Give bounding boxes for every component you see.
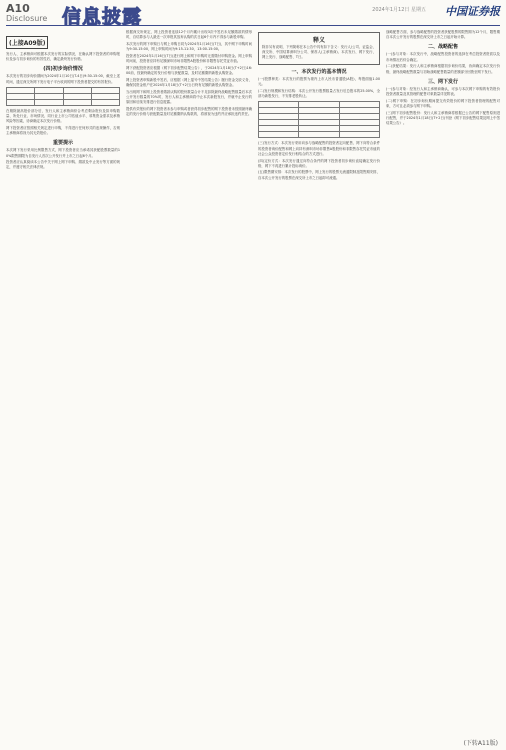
column-1: [6, 30, 120, 736]
section-heading: 一、本次发行的基本情况: [291, 69, 347, 76]
paragraph: (三)发行方式：本次发行采用向参与战略配售的投资者定向配售、网下向符合条件的投资者询价配售和网上向持有深圳市场非限售A股股份和非限售存托凭证市值的社会公众投资者定价发行相结合的方式进行。: [258, 141, 380, 156]
continued-from-tag: (上接A09版): [6, 36, 48, 49]
paragraph: (五)限售期安排：本次发行的股票中，网上发行的股票无流通限制及限售期安排，自本次公开发行的股票在深交所上市之日起即可流通。: [258, 170, 380, 180]
paragraph: 本次发行的网下申购日与网上申购日同为2024年1月16日(T日)，其中网下申购时间为9:30-15:00，网上申购时间为9:15-11:30，13:00-15:00。: [126, 41, 252, 52]
paragraph: (二)获配结果：发行人和主承销商根据初步询价结果，协商确定本次发行价格，最终战略配售数量与初始战略配售数量的差额部分回拨至网下发行。: [386, 64, 500, 74]
newspaper-name: 中国证券报: [445, 5, 500, 18]
definitions-title: 释义: [312, 37, 325, 44]
column-2: [126, 30, 252, 736]
quote-table: [6, 87, 120, 106]
paragraph: 当出现网下和网上投资者缴款认购的股份数量合计不足扣除最终战略配售数量后本次公开发行数量的70%时，发行人和主承销商将中止本次新股发行，并就中止发行的原因和后续安排进行信息披露。: [126, 89, 252, 104]
paragraph: 本次发行的初步询价期间为2024年1月10日(T-4日)9:30-15:00，截至上述时间，通过深交所网下发行电子平台收到的网下投资者提交的有效报价。: [6, 74, 120, 84]
page-header: [0, 0, 506, 26]
allocation-table: [258, 101, 380, 138]
paragraph: 发行人、主承销商可根据本次发行的实际情况，在确认网下投资者的申购报价及参与初步询价的有效性后，确定最终发行价格。: [6, 52, 120, 62]
section-heading: (四)初步询价情况: [43, 66, 83, 73]
header-rule: [6, 25, 500, 26]
section-heading: 重要提示: [52, 140, 73, 147]
paragraph: 提供有效报价的网下投资者未参与申购或者获得初步配售的网下投资者未按照最终确定的发行价格与获配数量及时足额缴纳认购款的，将被视为违约并应承担违约责任。: [126, 106, 252, 116]
definitions-text: 除非另有说明，下列简称在本公告中具有如下含义：发行人/公司、证监会、深交所、中国结算深圳分公司、保荐人(主承销商)、本次发行、网下发行、网上发行、战略配售、T日。: [262, 45, 376, 60]
section-heading: 三、网下发行: [427, 78, 458, 85]
paragraph: 投资者应认真阅读本公告中关于网上网下申购、缴款及中止发行等方面的规定，并遵守相关法律法规。: [6, 160, 120, 170]
column-4: [386, 30, 500, 736]
paragraph: 战略配售方面，参与战略配售的投资者获配股票的限售期为12个月，限售期自本次公开发行的股票在深交所上市之日起开始计算。: [386, 30, 500, 40]
paragraph: 网下投资者应按照相关规定进行申购，不得进行任何形式的违规操作，否则主承销商将视为其无效报价。: [6, 125, 120, 136]
paragraph: (三)网下初步配售股份：发行人和主承销商将根据已公告的网下配售原则进行配售，并于2024年1月18日(T+2日)刊登《网下初步配售结果及网上中签结果公告》。: [386, 110, 500, 125]
section-title: 信息披露: [62, 6, 143, 28]
paragraph: (四)定价方式：本次发行通过向符合条件的网下投资者初步询价直接确定发行价格，网下不再进行累计投标询价。: [258, 158, 380, 168]
section-heading: 二、战略配售: [427, 44, 458, 51]
paragraph: (一)参与对象：经发行人和主承销商确认，可参与本次网下申购的有效报价投资者数量及其管理的配售对象数量详见附表。: [386, 86, 500, 96]
paragraph: (二)网下申购：在初步询价期间提交有效报价的网下投资者管理的配售对象，方可且必须参与网下申购。: [386, 98, 500, 108]
paragraph: (一)股票种类：本次发行的股票为境内上市人民币普通股(A股)，每股面值1.00元。: [258, 77, 380, 87]
paragraph: 网上投资者申购新股中签后，应根据《网上摇号中签结果公告》履行资金交收义务，确保其资金账户在2024年1月18日(T+2日)日终有足额的新股认购资金。: [126, 77, 252, 87]
page-label: Disclosure: [6, 14, 48, 23]
paragraph: 网下获配投资者应根据《网下初步配售结果公告》，于2024年1月18日(T+2日)16:00前，按最终确定的发行价格与获配数量，及时足额缴纳新股认购资金。: [126, 65, 252, 75]
definitions-box: [258, 32, 380, 65]
continued-to-label: (下转A11版): [463, 740, 498, 747]
paragraph: (一)参与对象：本次发行中，战略配售投资者的选择在考虑投资者资质以及市场情况后综合确定。: [386, 52, 500, 62]
paragraph: (二)发行规模和发行结构：本次公开发行股票数量占发行后总股本的25.00%，全部为新股发行，不安排老股转让。: [258, 89, 380, 99]
issue-date: 2024年1月12日 星期五: [372, 7, 426, 13]
paragraph: 根据深交所规定，网上投资者连续12个月内累计出现3次中签后未足额缴款的情形时，自结算参与人最近一次申报其放弃认购的次日起6个月内不得参与新股申购。: [126, 30, 252, 40]
paragraph: 在剔除最高报价部分后，发行人和主承销商综合考虑剩余报价及拟申购数量、所处行业、市场情况、同行业上市公司估值水平、募集资金需求及承销风险等因素，协商确定本次发行价格。: [6, 108, 120, 124]
page-number: A10: [6, 2, 30, 15]
paragraph: 投资者在2024年1月16日(T日)进行网上和网下申购时无需缴付申购资金。网上申购时间前，投资者应持有足额深圳市场非限售A股股份和非限售存托凭证市值。: [126, 53, 252, 64]
paragraph: 本次网下发行采用比例限售方式，网下投资者应当承诺其获配股票数量的10%限售期限为自发行人首次公开发行并上市之日起6个月。: [6, 148, 120, 158]
column-3: [258, 30, 380, 736]
